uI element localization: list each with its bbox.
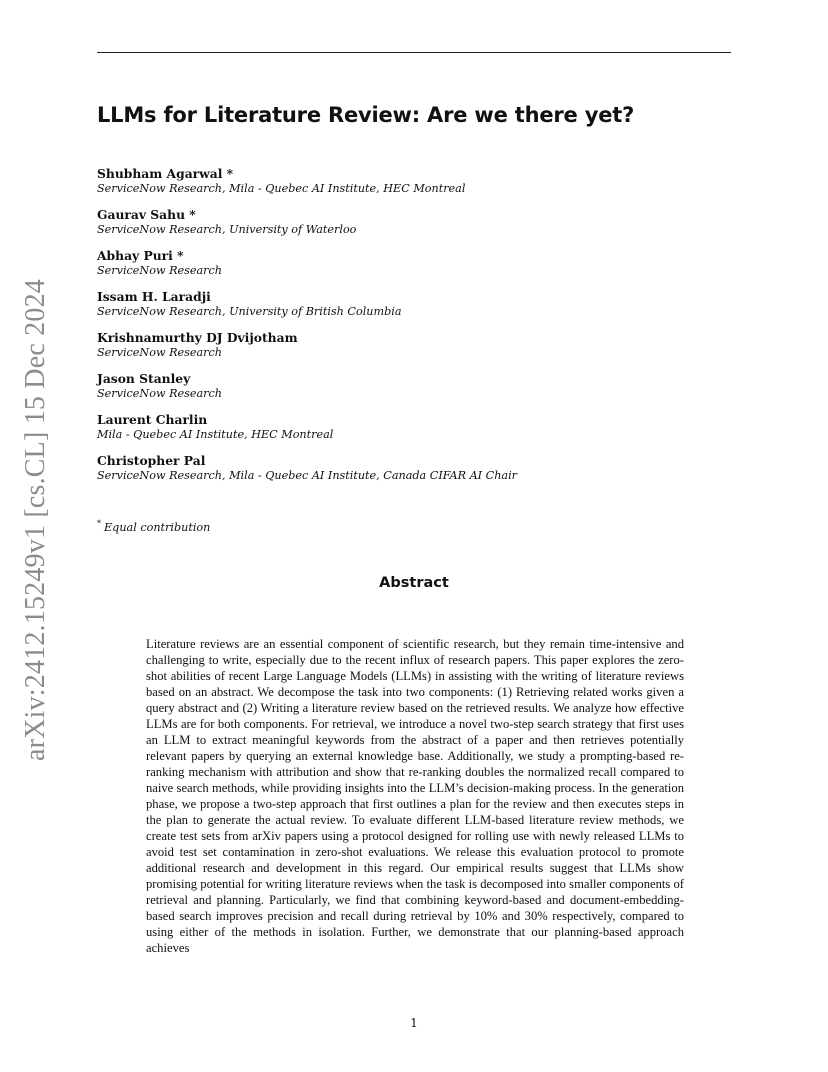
author-entry	[97, 371, 737, 401]
author-name: Abhay Puri *	[97, 248, 184, 263]
author-affiliation: ServiceNow Research, University of Waterloo	[97, 223, 357, 236]
footnote-marker: *	[97, 519, 101, 528]
author-affiliation: ServiceNow Research	[97, 346, 222, 359]
equal-contribution-footnote	[97, 519, 210, 534]
author-entry	[97, 453, 737, 483]
abstract-text: Literature reviews are an essential component of scientific research, but they remain time-intensive and challenging to write, especially due to the recent influx of research papers. This paper explores the zero-shot abilities of recent Large Language Models (LLMs) in assisting with the writing of literature reviews based on an abstract. We decompose the task into two components: (1) Retrieving related works given a query abstract and (2) Writing a literature review based on the retrieved results. We analyze how effective LLMs are for both components. For retrieval, we introduce a novel two-step search strategy that first uses an LLM to extract meaningful keywords from the abstract of a paper and then retrieves potentially relevant papers by querying an external knowledge base. Additionally, we study a prompting-based re-ranking mechanism with attribution and show that re-ranking doubles the normalized recall compared to naive search methods, while providing insights into the LLM’s decision-making process. In the generation phase, we propose a two-step approach that first outlines a plan for the review and then executes steps in the plan to generate the actual review. To evaluate different LLM-based literature review methods, we create test sets from arXiv papers using a protocol designed for rolling use with newly released LLMs to avoid test set contamination in zero-shot evaluations. We release this evaluation protocol to promote additional research and development in this regard. Our empirical results suggest that LLMs show promising potential for writing literature reviews when the task is decomposed into smaller components of retrieval and planning. Particularly, we find that combining keyword-based and document-embedding-based search improves precision and recall during retrieval by 10% and 30% respectively, compared to using either of the methods in isolation. Further, we demonstrate that our planning-based approach achieves	[146, 637, 684, 955]
author-list	[97, 166, 737, 494]
author-name: Krishnamurthy DJ Dvijotham	[97, 330, 298, 345]
author-entry	[97, 166, 737, 196]
author-name: Christopher Pal	[97, 453, 206, 468]
author-entry	[97, 289, 737, 319]
author-name: Laurent Charlin	[97, 412, 208, 427]
author-affiliation: ServiceNow Research, Mila - Quebec AI Institute, HEC Montreal	[97, 182, 466, 195]
author-entry	[97, 207, 737, 237]
top-rule	[97, 52, 731, 53]
author-affiliation: ServiceNow Research, University of British Columbia	[97, 305, 402, 318]
author-affiliation: Mila - Quebec AI Institute, HEC Montreal	[97, 428, 334, 441]
author-entry	[97, 248, 737, 278]
author-name: Shubham Agarwal *	[97, 166, 234, 181]
author-name: Gaurav Sahu *	[97, 207, 196, 222]
author-entry	[97, 330, 737, 360]
page-number: 1	[410, 1016, 418, 1030]
author-affiliation: ServiceNow Research	[97, 264, 222, 277]
arxiv-stamp: arXiv:2412.15249v1 [cs.CL] 15 Dec 2024	[20, 279, 51, 761]
author-affiliation: ServiceNow Research	[97, 387, 222, 400]
author-name: Jason Stanley	[97, 371, 191, 386]
paper-title: LLMs for Literature Review: Are we there yet?	[97, 103, 635, 127]
author-affiliation: ServiceNow Research, Mila - Quebec AI Institute, Canada CIFAR AI Chair	[97, 469, 518, 482]
abstract-heading: Abstract	[379, 575, 449, 591]
footnote-text: Equal contribution	[104, 521, 211, 534]
author-entry	[97, 412, 737, 442]
author-name: Issam H. Laradji	[97, 289, 211, 304]
